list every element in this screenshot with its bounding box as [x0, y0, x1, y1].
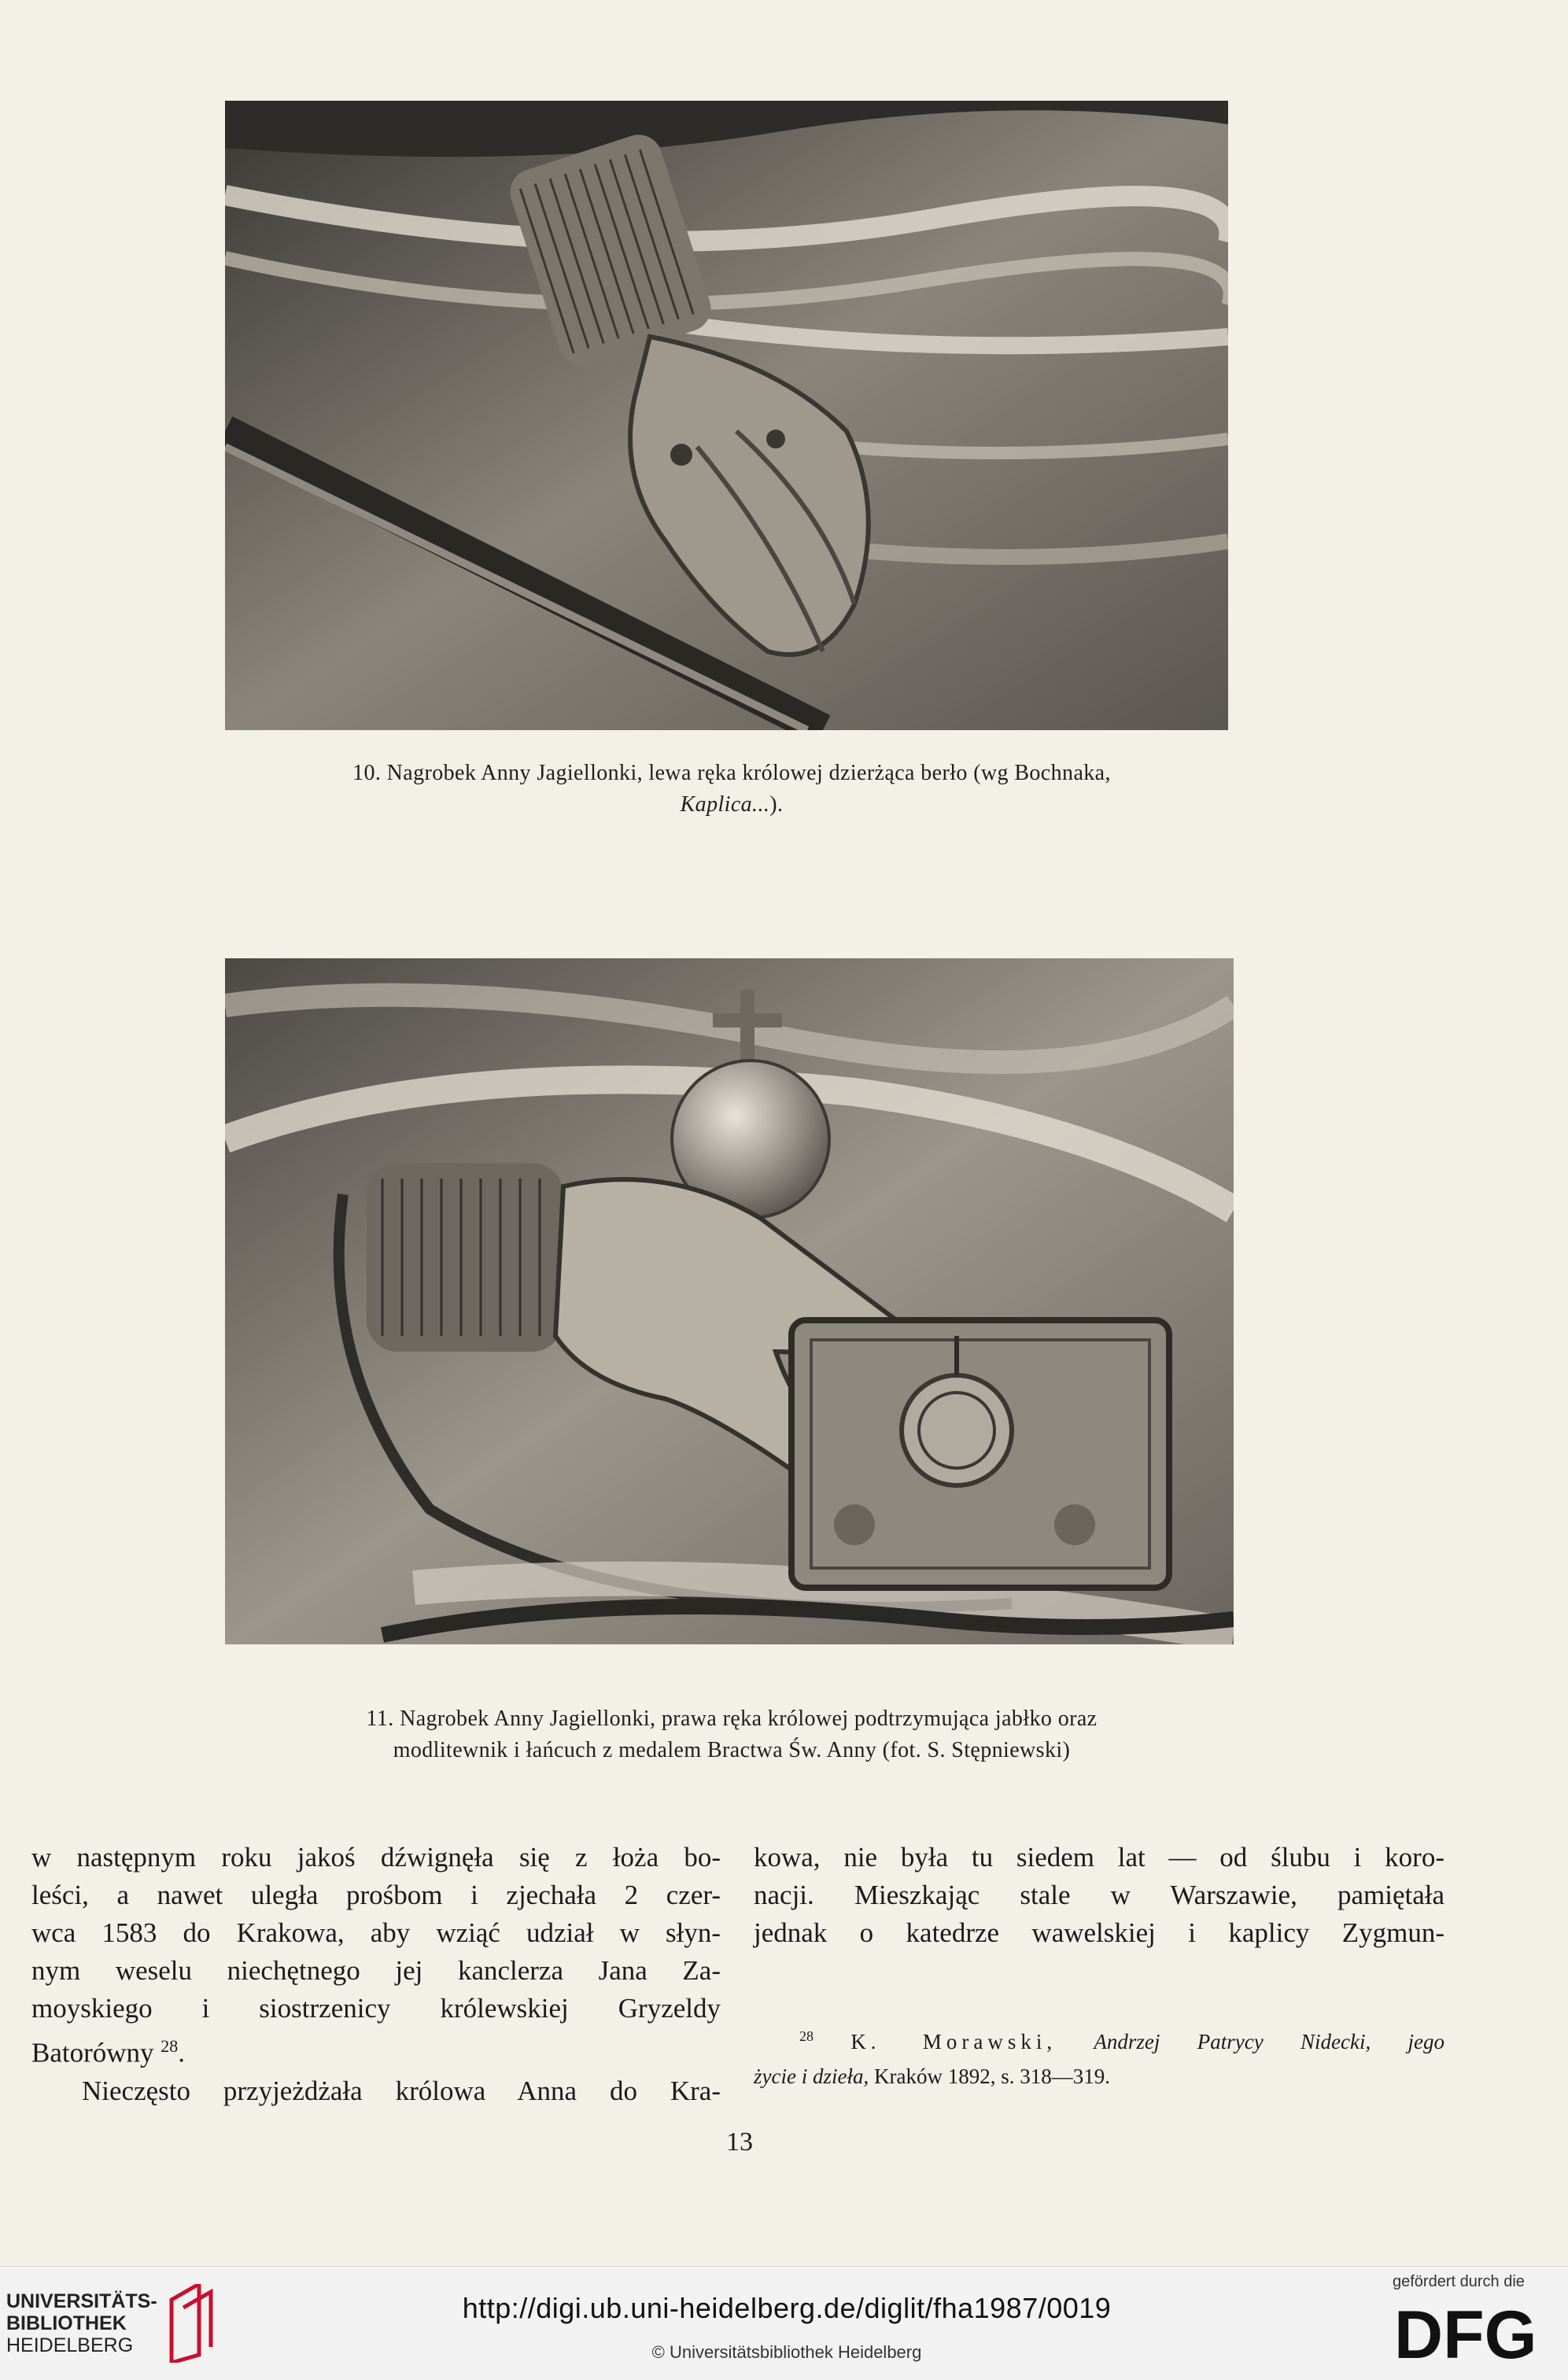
figure-10-caption-line2: [212, 789, 1251, 821]
text-fragment: Batorówny: [31, 2037, 154, 2068]
library-name-line2: BIBLIOTHEK: [6, 2312, 127, 2334]
figure-10-caption-italic: Kaplica...: [680, 792, 770, 817]
text-line: moyskiego i siostrzenicy królewskiej Gryzeldy: [31, 1993, 721, 2024]
library-emblem-icon: [164, 2284, 219, 2363]
text-line: nacji. Mieszkając stale w Warszawie, pamiętała: [754, 1880, 1444, 1910]
text-fragment: .: [178, 2037, 186, 2068]
footnote-author: K. Morawski,: [850, 2030, 1057, 2053]
footnote-title-cont: życie i dzieła,: [754, 2065, 869, 2088]
dfg-logo[interactable]: [1394, 2297, 1551, 2367]
text-line: Nieczęsto przyjeżdżała królowa Anna do Kra-: [82, 2075, 721, 2106]
body-text-left-column: [31, 1839, 721, 2110]
footnote-line: [754, 2059, 1444, 2094]
viewer-footer: [0, 2266, 1568, 2380]
permalink-url[interactable]: http://digi.ub.uni-heidelberg.de/diglit/fha1987/0019: [462, 2292, 1112, 2324]
figure-11-caption-line1: 11. Nagrobek Anny Jagiellonki, prawa ręka królowej podtrzymująca jabłko oraz: [366, 1707, 1098, 1731]
figure-11-caption-line2: modlitewnik i łańcuch z medalem Bractwa Św. Anny (fot. S. Stępniewski): [393, 1738, 1071, 1762]
funding-note: gefördert durch die: [1393, 2273, 1525, 2290]
university-library-logo[interactable]: [6, 2284, 234, 2371]
funder-name: DFG: [1394, 2297, 1537, 2367]
figure-10-photo: [225, 101, 1228, 730]
figure-11-photo: [225, 958, 1234, 1644]
copyright-notice: © Universitätsbibliothek Heidelberg: [651, 2342, 922, 2362]
text-line: jednak o katedrze wawelskiej i kaplicy Zygmun-: [754, 1917, 1444, 1948]
figure-10-caption-suffix: ).: [769, 792, 784, 817]
footnote-28: [754, 2019, 1444, 2094]
text-line: wca 1583 do Krakowa, aby wziąć udział w słyn-: [31, 1917, 721, 1948]
text-line: [31, 2028, 721, 2072]
footnote-title: Andrzej Patrycy Nidecki, jego: [1094, 2030, 1444, 2053]
footnote-reference: 28: [160, 2036, 179, 2056]
body-text-right-column: [754, 1839, 1444, 1952]
library-name: [6, 2290, 157, 2356]
footnote-number: 28: [799, 2028, 814, 2044]
hand-with-orb-and-prayerbook-image: [225, 958, 1234, 1644]
library-name-line1: UNIVERSITÄTS-: [6, 2290, 157, 2312]
text-line: leści, a nawet uległa prośbom i zjechała 2 czer-: [31, 1880, 721, 1910]
text-line: kowa, nie była tu siedem lat — od ślubu i koro-: [754, 1842, 1444, 1873]
hand-with-sceptre-image: [225, 101, 1228, 730]
library-name-line3: HEIDELBERG: [6, 2334, 134, 2356]
text-line: w następnym roku jakoś dźwignęła się z łoża bo-: [31, 1842, 721, 1873]
figure-11-caption: [212, 1703, 1251, 1766]
figure-10-caption: [212, 758, 1251, 821]
footnote-line: [754, 2019, 1444, 2059]
page-number: 13: [726, 2127, 753, 2157]
text-line: nym weselu niechętnego jej kanclerza Jana Za-: [31, 1955, 721, 1986]
footnote-imprint: Kraków 1892, s. 318—319.: [873, 2065, 1110, 2088]
figure-10-caption-line1: 10. Nagrobek Anny Jagiellonki, lewa ręka królowej dzierżąca berło (wg Bochnaka,: [352, 761, 1111, 785]
